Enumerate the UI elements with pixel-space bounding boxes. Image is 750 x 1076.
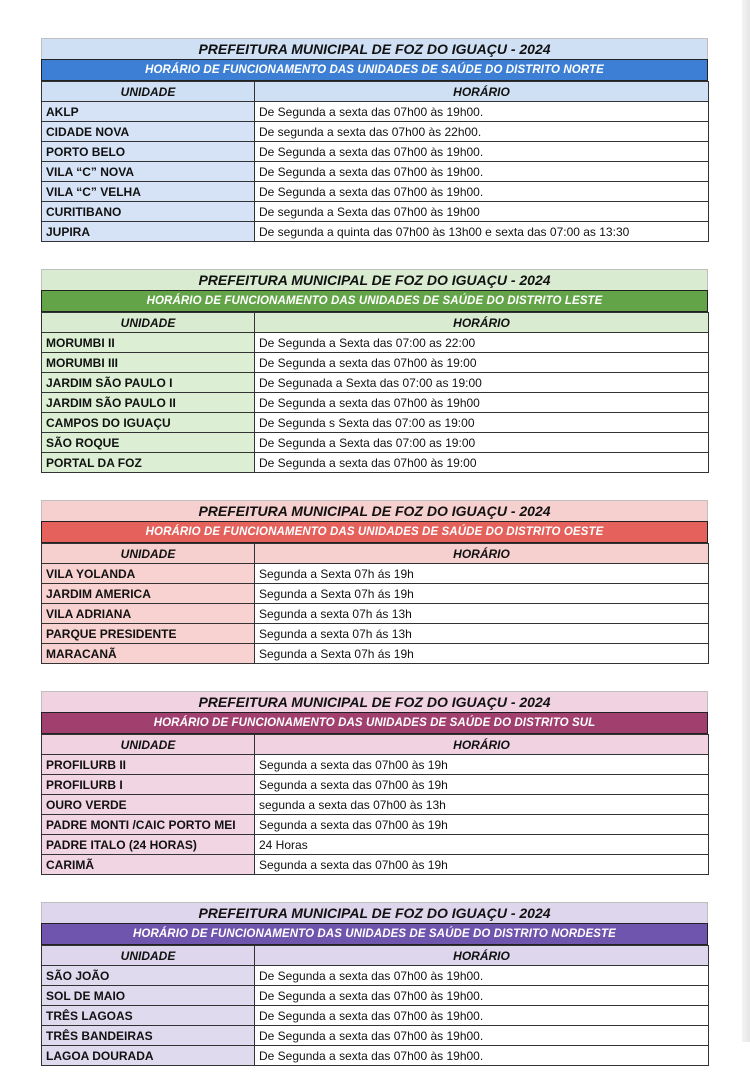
table-row <box>42 755 709 775</box>
district-section <box>41 902 708 1076</box>
schedule-table <box>41 945 709 1076</box>
table-row <box>42 1046 709 1066</box>
spacer-row <box>42 473 709 484</box>
table-row <box>42 162 709 182</box>
horario-cell: De Segunda s Sexta das 07:00 as 19:00 <box>255 413 709 433</box>
horario-cell: De Segunada a Sexta das 07:00 as 19:00 <box>255 373 709 393</box>
table-row <box>42 182 709 202</box>
unidade-cell: VILA ADRIANA <box>42 604 255 624</box>
table-row <box>42 1006 709 1026</box>
district-section <box>41 38 708 252</box>
unidade-cell: SOL DE MAIO <box>42 986 255 1006</box>
col-unidade-header: UNIDADE <box>42 544 255 564</box>
table-row <box>42 393 709 413</box>
prefeitura-title: PREFEITURA MUNICIPAL DE FOZ DO IGUAÇU - 2024 <box>41 38 708 59</box>
horario-cell: De segunda a sexta das 07h00 às 22h00. <box>255 122 709 142</box>
district-header: HORÁRIO DE FUNCIONAMENTO DAS UNIDADES DE SAÚDE DO DISTRITO LESTE <box>41 290 708 312</box>
schedule-table <box>41 312 709 483</box>
unidade-cell: JARDIM AMERICA <box>42 584 255 604</box>
col-horario-header: HORÁRIO <box>255 313 709 333</box>
unidade-cell: VILA “C” VELHA <box>42 182 255 202</box>
unidade-cell: PORTAL DA FOZ <box>42 453 255 473</box>
unidade-cell: CAMPOS DO IGUAÇU <box>42 413 255 433</box>
horario-cell: Segunda a sexta das 07h00 às 19h <box>255 775 709 795</box>
table-row <box>42 202 709 222</box>
table-row <box>42 775 709 795</box>
unidade-cell: JARDIM SÃO PAULO II <box>42 393 255 413</box>
schedule-table <box>41 734 709 885</box>
horario-cell: De Segunda a sexta das 07h00 às 19h00. <box>255 1026 709 1046</box>
column-header-row <box>42 735 709 755</box>
column-header-row <box>42 313 709 333</box>
horario-cell: De Segunda a sexta das 07h00 às 19h00. <box>255 102 709 122</box>
unidade-cell: VILA “C” NOVA <box>42 162 255 182</box>
col-unidade-header: UNIDADE <box>42 313 255 333</box>
district-header: HORÁRIO DE FUNCIONAMENTO DAS UNIDADES DE SAÚDE DO DISTRITO SUL <box>41 712 708 734</box>
unidade-cell: MORUMBI II <box>42 333 255 353</box>
table-row <box>42 986 709 1006</box>
table-row <box>42 644 709 664</box>
col-horario-header: HORÁRIO <box>255 735 709 755</box>
horario-cell: 24 Horas <box>255 835 709 855</box>
unidade-cell: JUPIRA <box>42 222 255 242</box>
horario-cell: Segunda a sexta das 07h00 às 19h <box>255 855 709 875</box>
col-unidade-header: UNIDADE <box>42 946 255 966</box>
unidade-cell: CARIMÃ <box>42 855 255 875</box>
page-edge <box>742 0 750 1042</box>
table-row <box>42 413 709 433</box>
table-row <box>42 222 709 242</box>
unidade-cell: TRÊS BANDEIRAS <box>42 1026 255 1046</box>
spacer-row <box>42 242 709 253</box>
district-header: HORÁRIO DE FUNCIONAMENTO DAS UNIDADES DE SAÚDE DO DISTRITO OESTE <box>41 521 708 543</box>
horario-cell: Segunda a Sexta 07h ás 19h <box>255 564 709 584</box>
table-row <box>42 1026 709 1046</box>
column-header-row <box>42 946 709 966</box>
column-header-row <box>42 82 709 102</box>
table-row <box>42 855 709 875</box>
horario-cell: De Segunda a Sexta das 07:00 as 19:00 <box>255 433 709 453</box>
schedule-table <box>41 543 709 674</box>
unidade-cell: SÃO ROQUE <box>42 433 255 453</box>
table-row <box>42 624 709 644</box>
table-row <box>42 453 709 473</box>
unidade-cell: PORTO BELO <box>42 142 255 162</box>
table-row <box>42 835 709 855</box>
horario-cell: De Segunda a Sexta das 07:00 as 22:00 <box>255 333 709 353</box>
horario-cell: De Segunda a sexta das 07h00 às 19h00. <box>255 162 709 182</box>
district-section <box>41 269 708 483</box>
col-horario-header: HORÁRIO <box>255 82 709 102</box>
unidade-cell: MARACANÃ <box>42 644 255 664</box>
horario-cell: De segunda a Sexta das 07h00 às 19h00 <box>255 202 709 222</box>
prefeitura-title: PREFEITURA MUNICIPAL DE FOZ DO IGUAÇU - 2024 <box>41 691 708 712</box>
district-section <box>41 500 708 674</box>
district-header: HORÁRIO DE FUNCIONAMENTO DAS UNIDADES DE SAÚDE DO DISTRITO NORTE <box>41 59 708 81</box>
unidade-cell: AKLP <box>42 102 255 122</box>
horario-cell: Segunda a sexta das 07h00 às 19h <box>255 755 709 775</box>
table-row <box>42 564 709 584</box>
horario-cell: segunda a sexta das 07h00 às 13h <box>255 795 709 815</box>
unidade-cell: MORUMBI III <box>42 353 255 373</box>
table-row <box>42 373 709 393</box>
prefeitura-title: PREFEITURA MUNICIPAL DE FOZ DO IGUAÇU - 2024 <box>41 269 708 290</box>
unidade-cell: PARQUE PRESIDENTE <box>42 624 255 644</box>
unidade-cell: LAGOA DOURADA <box>42 1046 255 1066</box>
unidade-cell: PROFILURB II <box>42 755 255 775</box>
unidade-cell: PADRE ITALO (24 HORAS) <box>42 835 255 855</box>
table-row <box>42 333 709 353</box>
unidade-cell: PROFILURB I <box>42 775 255 795</box>
district-header: HORÁRIO DE FUNCIONAMENTO DAS UNIDADES DE SAÚDE DO DISTRITO NORDESTE <box>41 923 708 945</box>
horario-cell: De Segunda a sexta das 07h00 às 19h00. <box>255 1046 709 1066</box>
horario-cell: Segunda a Sexta 07h ás 19h <box>255 644 709 664</box>
table-row <box>42 584 709 604</box>
table-row <box>42 102 709 122</box>
table-row <box>42 433 709 453</box>
horario-cell: De Segunda a sexta das 07h00 às 19h00. <box>255 182 709 202</box>
spacer-row <box>42 1066 709 1076</box>
schedule-document <box>41 38 708 1076</box>
unidade-cell: VILA YOLANDA <box>42 564 255 584</box>
horario-cell: De Segunda a sexta das 07h00 às 19h00. <box>255 142 709 162</box>
unidade-cell: OURO VERDE <box>42 795 255 815</box>
unidade-cell: SÃO JOÃO <box>42 966 255 986</box>
horario-cell: Segunda a sexta das 07h00 às 19h <box>255 815 709 835</box>
spacer-row <box>42 664 709 675</box>
schedule-table <box>41 81 709 252</box>
col-horario-header: HORÁRIO <box>255 544 709 564</box>
horario-cell: De Segunda a sexta das 07h00 às 19h00. <box>255 1006 709 1026</box>
district-section <box>41 691 708 885</box>
horario-cell: Segunda a sexta 07h ás 13h <box>255 604 709 624</box>
horario-cell: De Segunda a sexta das 07h00 às 19h00. <box>255 966 709 986</box>
unidade-cell: PADRE MONTI /CAIC PORTO MEI <box>42 815 255 835</box>
table-row <box>42 353 709 373</box>
col-unidade-header: UNIDADE <box>42 735 255 755</box>
horario-cell: Segunda a sexta 07h ás 13h <box>255 624 709 644</box>
column-header-row <box>42 544 709 564</box>
table-row <box>42 815 709 835</box>
col-unidade-header: UNIDADE <box>42 82 255 102</box>
table-row <box>42 122 709 142</box>
horario-cell: De segunda a quinta das 07h00 às 13h00 e sexta das 07:00 as 13:30 <box>255 222 709 242</box>
spacer-row <box>42 875 709 886</box>
table-row <box>42 142 709 162</box>
horario-cell: De Segunda a sexta das 07h00 às 19:00 <box>255 453 709 473</box>
horario-cell: De Segunda a sexta das 07h00 às 19:00 <box>255 353 709 373</box>
col-horario-header: HORÁRIO <box>255 946 709 966</box>
unidade-cell: CURITIBANO <box>42 202 255 222</box>
table-row <box>42 795 709 815</box>
table-row <box>42 966 709 986</box>
table-row <box>42 604 709 624</box>
prefeitura-title: PREFEITURA MUNICIPAL DE FOZ DO IGUAÇU - 2024 <box>41 500 708 521</box>
horario-cell: Segunda a Sexta 07h ás 19h <box>255 584 709 604</box>
unidade-cell: JARDIM SÃO PAULO I <box>42 373 255 393</box>
horario-cell: De Segunda a sexta das 07h00 às 19h00. <box>255 986 709 1006</box>
horario-cell: De Segunda a sexta das 07h00 às 19h00 <box>255 393 709 413</box>
unidade-cell: CIDADE NOVA <box>42 122 255 142</box>
prefeitura-title: PREFEITURA MUNICIPAL DE FOZ DO IGUAÇU - 2024 <box>41 902 708 923</box>
unidade-cell: TRÊS LAGOAS <box>42 1006 255 1026</box>
